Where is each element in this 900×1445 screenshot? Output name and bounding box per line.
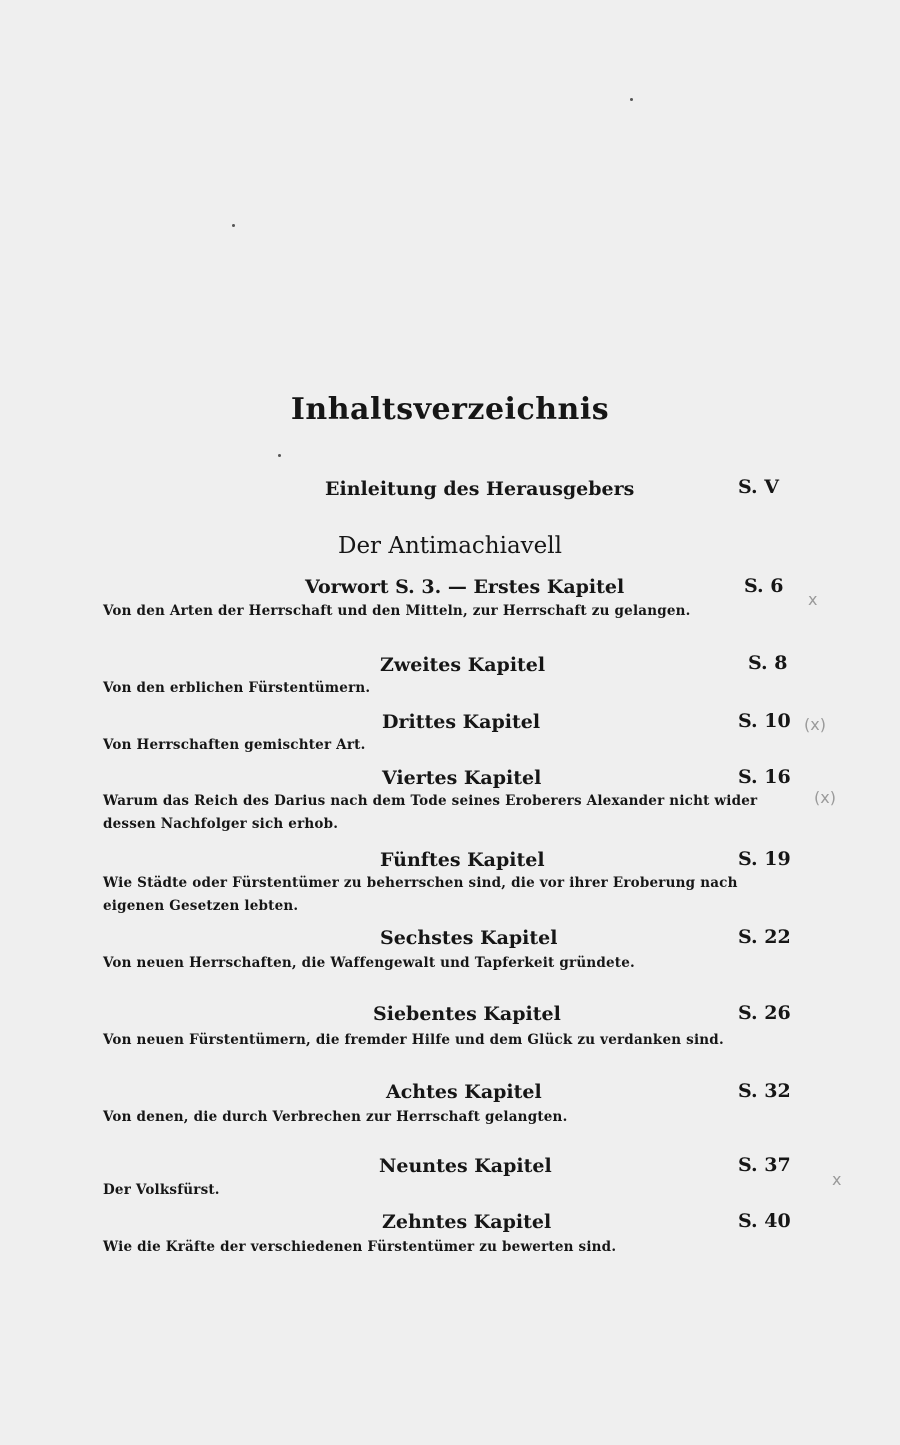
chapter-description: Von den Arten der Herrschaft und den Mitteln, zur Herrschaft zu gelangen. — [103, 603, 691, 619]
chapter-page-ref: S. 19 — [738, 848, 791, 870]
chapter-heading: Drittes Kapitel — [382, 711, 541, 733]
print-speck — [630, 98, 633, 101]
chapter-description: Von Herrschaften gemischter Art. — [103, 737, 366, 753]
chapter-heading: Neuntes Kapitel — [379, 1155, 552, 1177]
chapter-page-ref: S. 8 — [748, 652, 788, 674]
chapter-heading: Zehntes Kapitel — [382, 1211, 552, 1233]
chapter-heading: Viertes Kapitel — [382, 767, 542, 789]
chapter-description: Von den erblichen Fürstentümern. — [103, 680, 371, 696]
chapter-page-ref: S. 6 — [744, 575, 784, 597]
chapter-page-ref: S. 32 — [738, 1080, 791, 1102]
chapter-heading: Zweites Kapitel — [380, 654, 546, 676]
chapter-page-ref: S. 22 — [738, 926, 791, 948]
intro-heading: Einleitung des Herausgebers — [325, 478, 635, 500]
chapter-description: Wie die Kräfte der verschiedenen Fürstentümer zu bewerten sind. — [103, 1239, 617, 1255]
margin-mark: (x) — [814, 788, 836, 807]
chapter-description: Von neuen Herrschaften, die Waffengewalt und Tapferkeit gründete. — [103, 955, 635, 971]
chapter-heading: Achtes Kapitel — [386, 1081, 542, 1103]
chapter-description: Von neuen Fürstentümern, die fremder Hilfe und dem Glück zu verdanken sind. — [103, 1032, 724, 1048]
print-speck — [278, 454, 281, 457]
chapter-page-ref: S. 40 — [738, 1210, 791, 1232]
chapter-page-ref: S. 10 — [738, 710, 791, 732]
margin-mark: (x) — [804, 715, 826, 734]
chapter-description: Warum das Reich des Darius nach dem Tode seines Eroberers Alexander nicht wider dessen Nachfolger sich erhob. — [103, 793, 758, 832]
chapter-heading: Fünftes Kapitel — [380, 849, 545, 871]
margin-mark: x — [832, 1170, 842, 1189]
print-speck — [232, 224, 235, 227]
margin-mark: x — [808, 590, 818, 609]
chapter-page-ref: S. 16 — [738, 766, 791, 788]
chapter-page-ref: S. 26 — [738, 1002, 791, 1024]
intro-page-ref: S. V — [738, 476, 780, 498]
chapter-description: Wie Städte oder Fürstentümer zu beherrschen sind, die vor ihrer Eroberung nach eigenen Gesetzen lebten. — [103, 875, 738, 914]
chapter-heading: Siebentes Kapitel — [373, 1003, 561, 1025]
section-title: Der Antimachiavell — [338, 533, 562, 559]
chapter-description: Der Volksfürst. — [103, 1182, 220, 1198]
chapter-page-ref: S. 37 — [738, 1154, 791, 1176]
chapter-heading: Sechstes Kapitel — [380, 927, 558, 949]
chapter-description: Von denen, die durch Verbrechen zur Herrschaft gelangten. — [103, 1109, 568, 1125]
page-title: Inhaltsverzeichnis — [290, 392, 610, 427]
chapter-heading: Vorwort S. 3. — Erstes Kapitel — [305, 576, 625, 598]
